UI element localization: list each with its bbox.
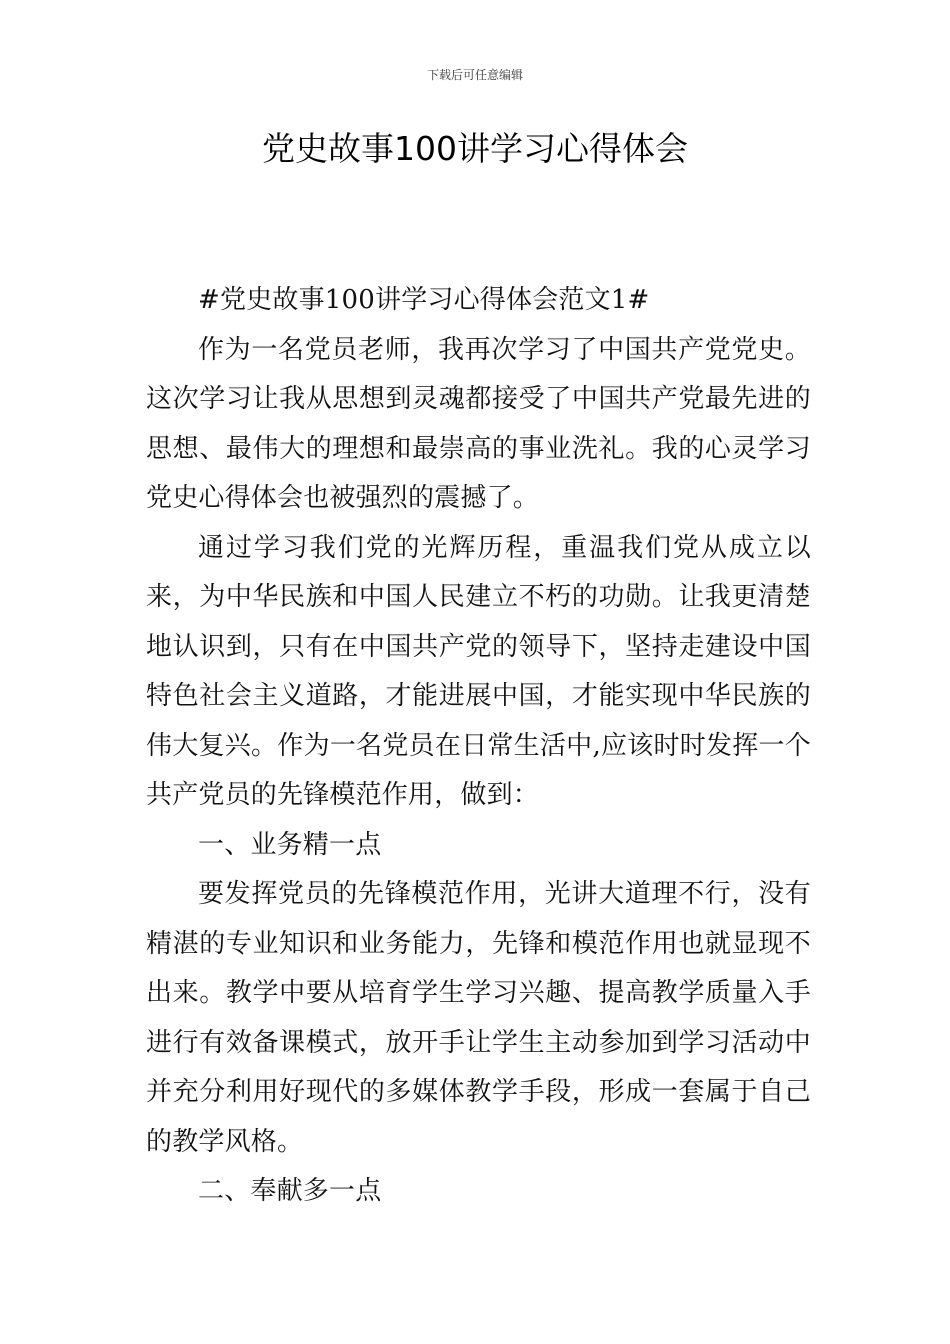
document-title: 党史故事100讲学习心得体会 <box>262 129 688 168</box>
document-body <box>146 276 811 1217</box>
paragraph-history: 通过学习我们党的光辉历程，重温我们党从成立以来，为中华民族和中国人民建立不朽的功勋。让我更清楚地认识到，只有在中国共产党的领导下，坚持走建设中国特色社会主义道路，才能进展中国，才能实现中华民族的伟大复兴。作为一名党员在日常生活中,应该时时发挥一个共产党员的先锋模范作用，做到： <box>146 532 811 810</box>
header-note: 下载后可任意编辑 <box>426 68 523 82</box>
subheading-one: 一、业务精一点 <box>198 829 382 860</box>
paragraph-intro: 作为一名党员老师，我再次学习了中国共产党党史。这次学习让我从思想到灵魂都接受了中国共产党最先进的思想、最伟大的理想和最崇高的事业洗礼。我的心灵学习党史心得体会也被强烈的震撼了。 <box>146 334 811 513</box>
section-heading-sample: #党史故事100讲学习心得体会范文1# <box>198 285 650 315</box>
paragraph-professional: 要发挥党员的先锋模范作用，光讲大道理不行，没有精湛的专业知识和业务能力，先锋和模范作用也就显现不出来。教学中要从培育学生学习兴趣、提高教学质量入手进行有效备课模式，放开手让学生主动参加到学习活动中并充分利用好现代的多媒体教学手段，形成一套属于自己的教学风格。 <box>146 879 811 1157</box>
subheading-two: 二、奉献多一点 <box>198 1176 382 1206</box>
